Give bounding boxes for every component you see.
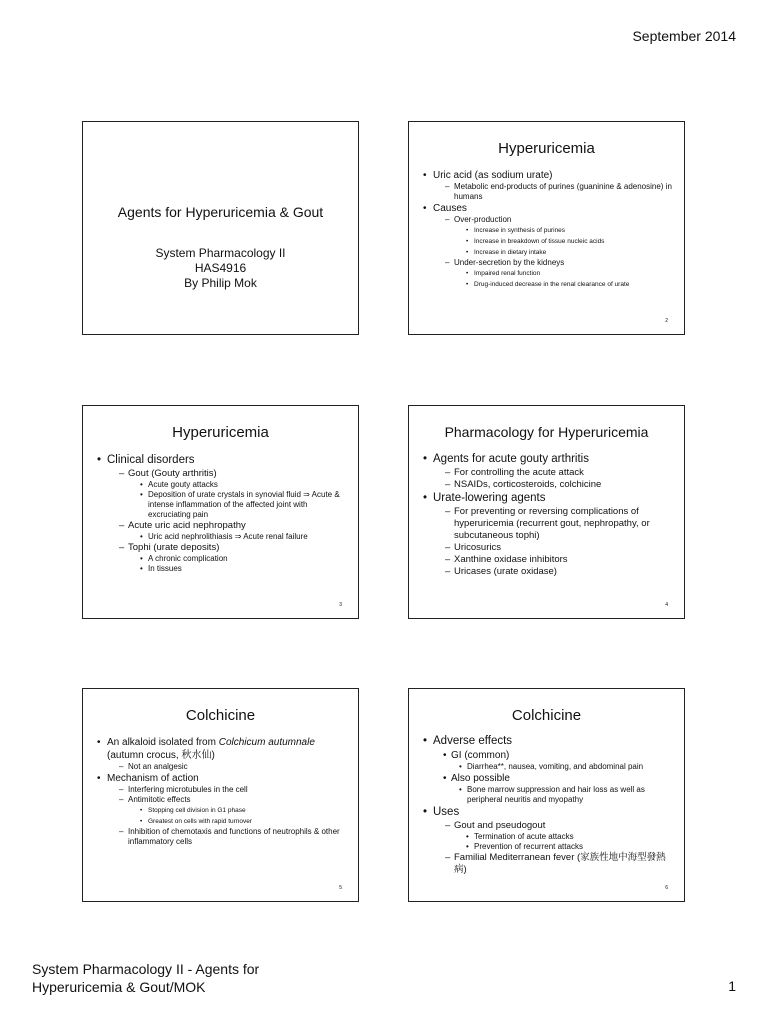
- slide-number: 4: [665, 602, 668, 608]
- slide-6: [408, 688, 685, 902]
- page-date: September 2014: [632, 28, 736, 44]
- sub-sub-bullet: • Prevention of recurrent attacks: [466, 842, 674, 852]
- bullet: • Urate-lowering agents – For preventing or reversing complications of hyperuricemia (recurrent gout, nephropathy, or subcutaneous tophi) – Uricosurics – Xanthine oxidase inhibitors – Uricases (urate oxidase): [423, 491, 674, 578]
- slide-number: 5: [339, 885, 342, 891]
- sub-sub-bullet: • Termination of acute attacks: [466, 832, 674, 842]
- slide-title: Pharmacology for Hyperuricemia: [444, 424, 649, 440]
- slide-title: Colchicine: [185, 707, 256, 724]
- sub-sub-bullet: • Drug-induced decrease in the renal clearance of urate: [466, 279, 674, 290]
- slide-title: Colchicine: [511, 707, 582, 724]
- sub-bullet: – Inhibition of chemotaxis and functions of neutrophils & other inflammatory cells: [119, 827, 348, 847]
- sub-bullet: – For controlling the acute attack: [445, 467, 674, 479]
- sub-bullet: – Gout (Gouty arthritis) • Acute gouty attacks • Deposition of urate crystals in synovial fluid ⇒ Acute & intense inflammation of the affected joint with excruciating pain: [119, 468, 348, 520]
- footer-title: [32, 960, 259, 996]
- bullet: • Uric acid (as sodium urate) – Metabolic end-products of purines (guaninine & adenosine) in humans: [423, 169, 674, 202]
- bullet: • Uses – Gout and pseudogout • Termination of acute attacks • Prevention of recurrent attacks – Familial Mediterranean fever (家族性地中海型發熱病): [423, 805, 674, 876]
- slide-number: 2: [665, 318, 668, 324]
- sub-bullet: – Xanthine oxidase inhibitors: [445, 554, 674, 566]
- sub-sub-bullet: • Stopping cell division in G1 phase: [140, 805, 348, 816]
- sub-bullet: – Uricases (urate oxidase): [445, 566, 674, 578]
- bullet: • An alkaloid isolated from Colchicum autumnale (autumn crocus, 秋水仙) – Not an analgesic: [97, 736, 348, 772]
- sub-bullet: – Uricosurics: [445, 542, 674, 554]
- sub-sub-bullet: • Acute gouty attacks: [140, 480, 348, 490]
- species-name: Colchicum autumnale: [218, 737, 315, 748]
- slide-subtitle: [83, 246, 358, 291]
- sub-sub-bullet: • Greatest on cells with rapid turnover: [140, 816, 348, 827]
- sub-sub-bullet: • Diarrhea**, nausea, vomiting, and abdominal pain: [459, 762, 674, 772]
- sub-bullet: – NSAIDs, corticosteroids, colchicine: [445, 479, 674, 491]
- course-name: System Pharmacology II: [155, 246, 286, 260]
- sub-bullet: – Not an analgesic: [119, 762, 348, 772]
- sub-bullet: – Antimitotic effects • Stopping cell division in G1 phase • Greatest on cells with rapid turnover: [119, 795, 348, 827]
- bullet: • Adverse effects • GI (common) • Diarrhea**, nausea, vomiting, and abdominal pain • Also possible • Bone marrow suppression and hair loss as well as peripheral neuritis and myopathy: [423, 734, 674, 805]
- bullet: • Agents for acute gouty arthritis – For controlling the acute attack – NSAIDs, corticosteroids, colchicine: [423, 452, 674, 491]
- footer-line: Hyperuricemia & Gout/MOK: [32, 979, 206, 995]
- sub-bullet: – Gout and pseudogout • Termination of acute attacks • Prevention of recurrent attacks: [445, 820, 674, 852]
- sub-sub-bullet: • Uric acid nephrolithiasis ⇒ Acute renal failure: [140, 532, 348, 542]
- author: By Philip Mok: [184, 276, 257, 290]
- sub-bullet: • Also possible • Bone marrow suppression and hair loss as well as peripheral neuritis and myopathy: [443, 772, 674, 805]
- sub-bullet: – Familial Mediterranean fever (家族性地中海型發熱病): [445, 852, 674, 876]
- sub-sub-bullet: • Increase in dietary intake: [466, 247, 674, 258]
- page-number: 1: [728, 978, 736, 994]
- slide-5: [82, 688, 359, 902]
- slide-title: Hyperuricemia: [172, 424, 269, 441]
- sub-bullet: – Metabolic end-products of purines (guaninine & adenosine) in humans: [445, 182, 674, 202]
- sub-bullet: • GI (common) • Diarrhea**, nausea, vomiting, and abdominal pain: [443, 749, 674, 772]
- sub-sub-bullet: • Increase in synthesis of purines: [466, 225, 674, 236]
- slide-4: [408, 405, 685, 619]
- sub-bullet: – Acute uric acid nephropathy • Uric acid nephrolithiasis ⇒ Acute renal failure: [119, 520, 348, 542]
- slide-title: Hyperuricemia: [498, 140, 595, 157]
- bullet: • Mechanism of action – Interfering microtubules in the cell – Antimitotic effects • Stopping cell division in G1 phase • Greatest on cells with rapid turnover – Inhibition of chemotaxis and functions of neutrophils & other inflammatory cells: [97, 772, 348, 847]
- sub-sub-bullet: • Deposition of urate crystals in synovial fluid ⇒ Acute & intense inflammation of the affected joint with excruciating pain: [140, 490, 348, 520]
- slide-number: 3: [339, 602, 342, 608]
- sub-bullet: – Under-secretion by the kidneys • Impaired renal function • Drug-induced decrease in the renal clearance of urate: [445, 258, 674, 290]
- slide-1: [82, 121, 359, 335]
- course-code: HAS4916: [194, 261, 247, 275]
- slide-title: Agents for Hyperuricemia & Gout: [117, 204, 324, 220]
- slide-number: 6: [665, 885, 668, 891]
- sub-sub-bullet: • In tissues: [140, 564, 348, 574]
- sub-bullet: – Interfering microtubules in the cell: [119, 785, 348, 795]
- bullet: • Clinical disorders – Gout (Gouty arthritis) • Acute gouty attacks • Deposition of urate crystals in synovial fluid ⇒ Acute & intense inflammation of the affected joint with excruciating pain – Acute uric acid nephropathy • Uric acid nephrolithiasis ⇒ Acute renal failure – Tophi (urate deposits) • A chronic complication • In tissues: [97, 453, 348, 574]
- slide-3: [82, 405, 359, 619]
- sub-bullet: – Over-production • Increase in synthesis of purines • Increase in breakdown of tissue nucleic acids • Increase in dietary intake: [445, 215, 674, 258]
- sub-bullet: – Tophi (urate deposits) • A chronic complication • In tissues: [119, 542, 348, 574]
- sub-sub-bullet: • Impaired renal function: [466, 268, 674, 279]
- bullet: • Causes – Over-production • Increase in synthesis of purines • Increase in breakdown of tissue nucleic acids • Increase in dietary intake – Under-secretion by the kidneys • Impaired renal function • Drug-induced decrease in the renal clearance of urate: [423, 202, 674, 290]
- sub-sub-bullet: • A chronic complication: [140, 554, 348, 564]
- sub-bullet: – For preventing or reversing complications of hyperuricemia (recurrent gout, nephropathy, or subcutaneous tophi): [445, 506, 674, 542]
- slide-2: [408, 121, 685, 335]
- sub-sub-bullet: • Increase in breakdown of tissue nucleic acids: [466, 236, 674, 247]
- sub-sub-bullet: • Bone marrow suppression and hair loss as well as peripheral neuritis and myopathy: [459, 785, 674, 805]
- footer-line: System Pharmacology II - Agents for: [32, 961, 260, 977]
